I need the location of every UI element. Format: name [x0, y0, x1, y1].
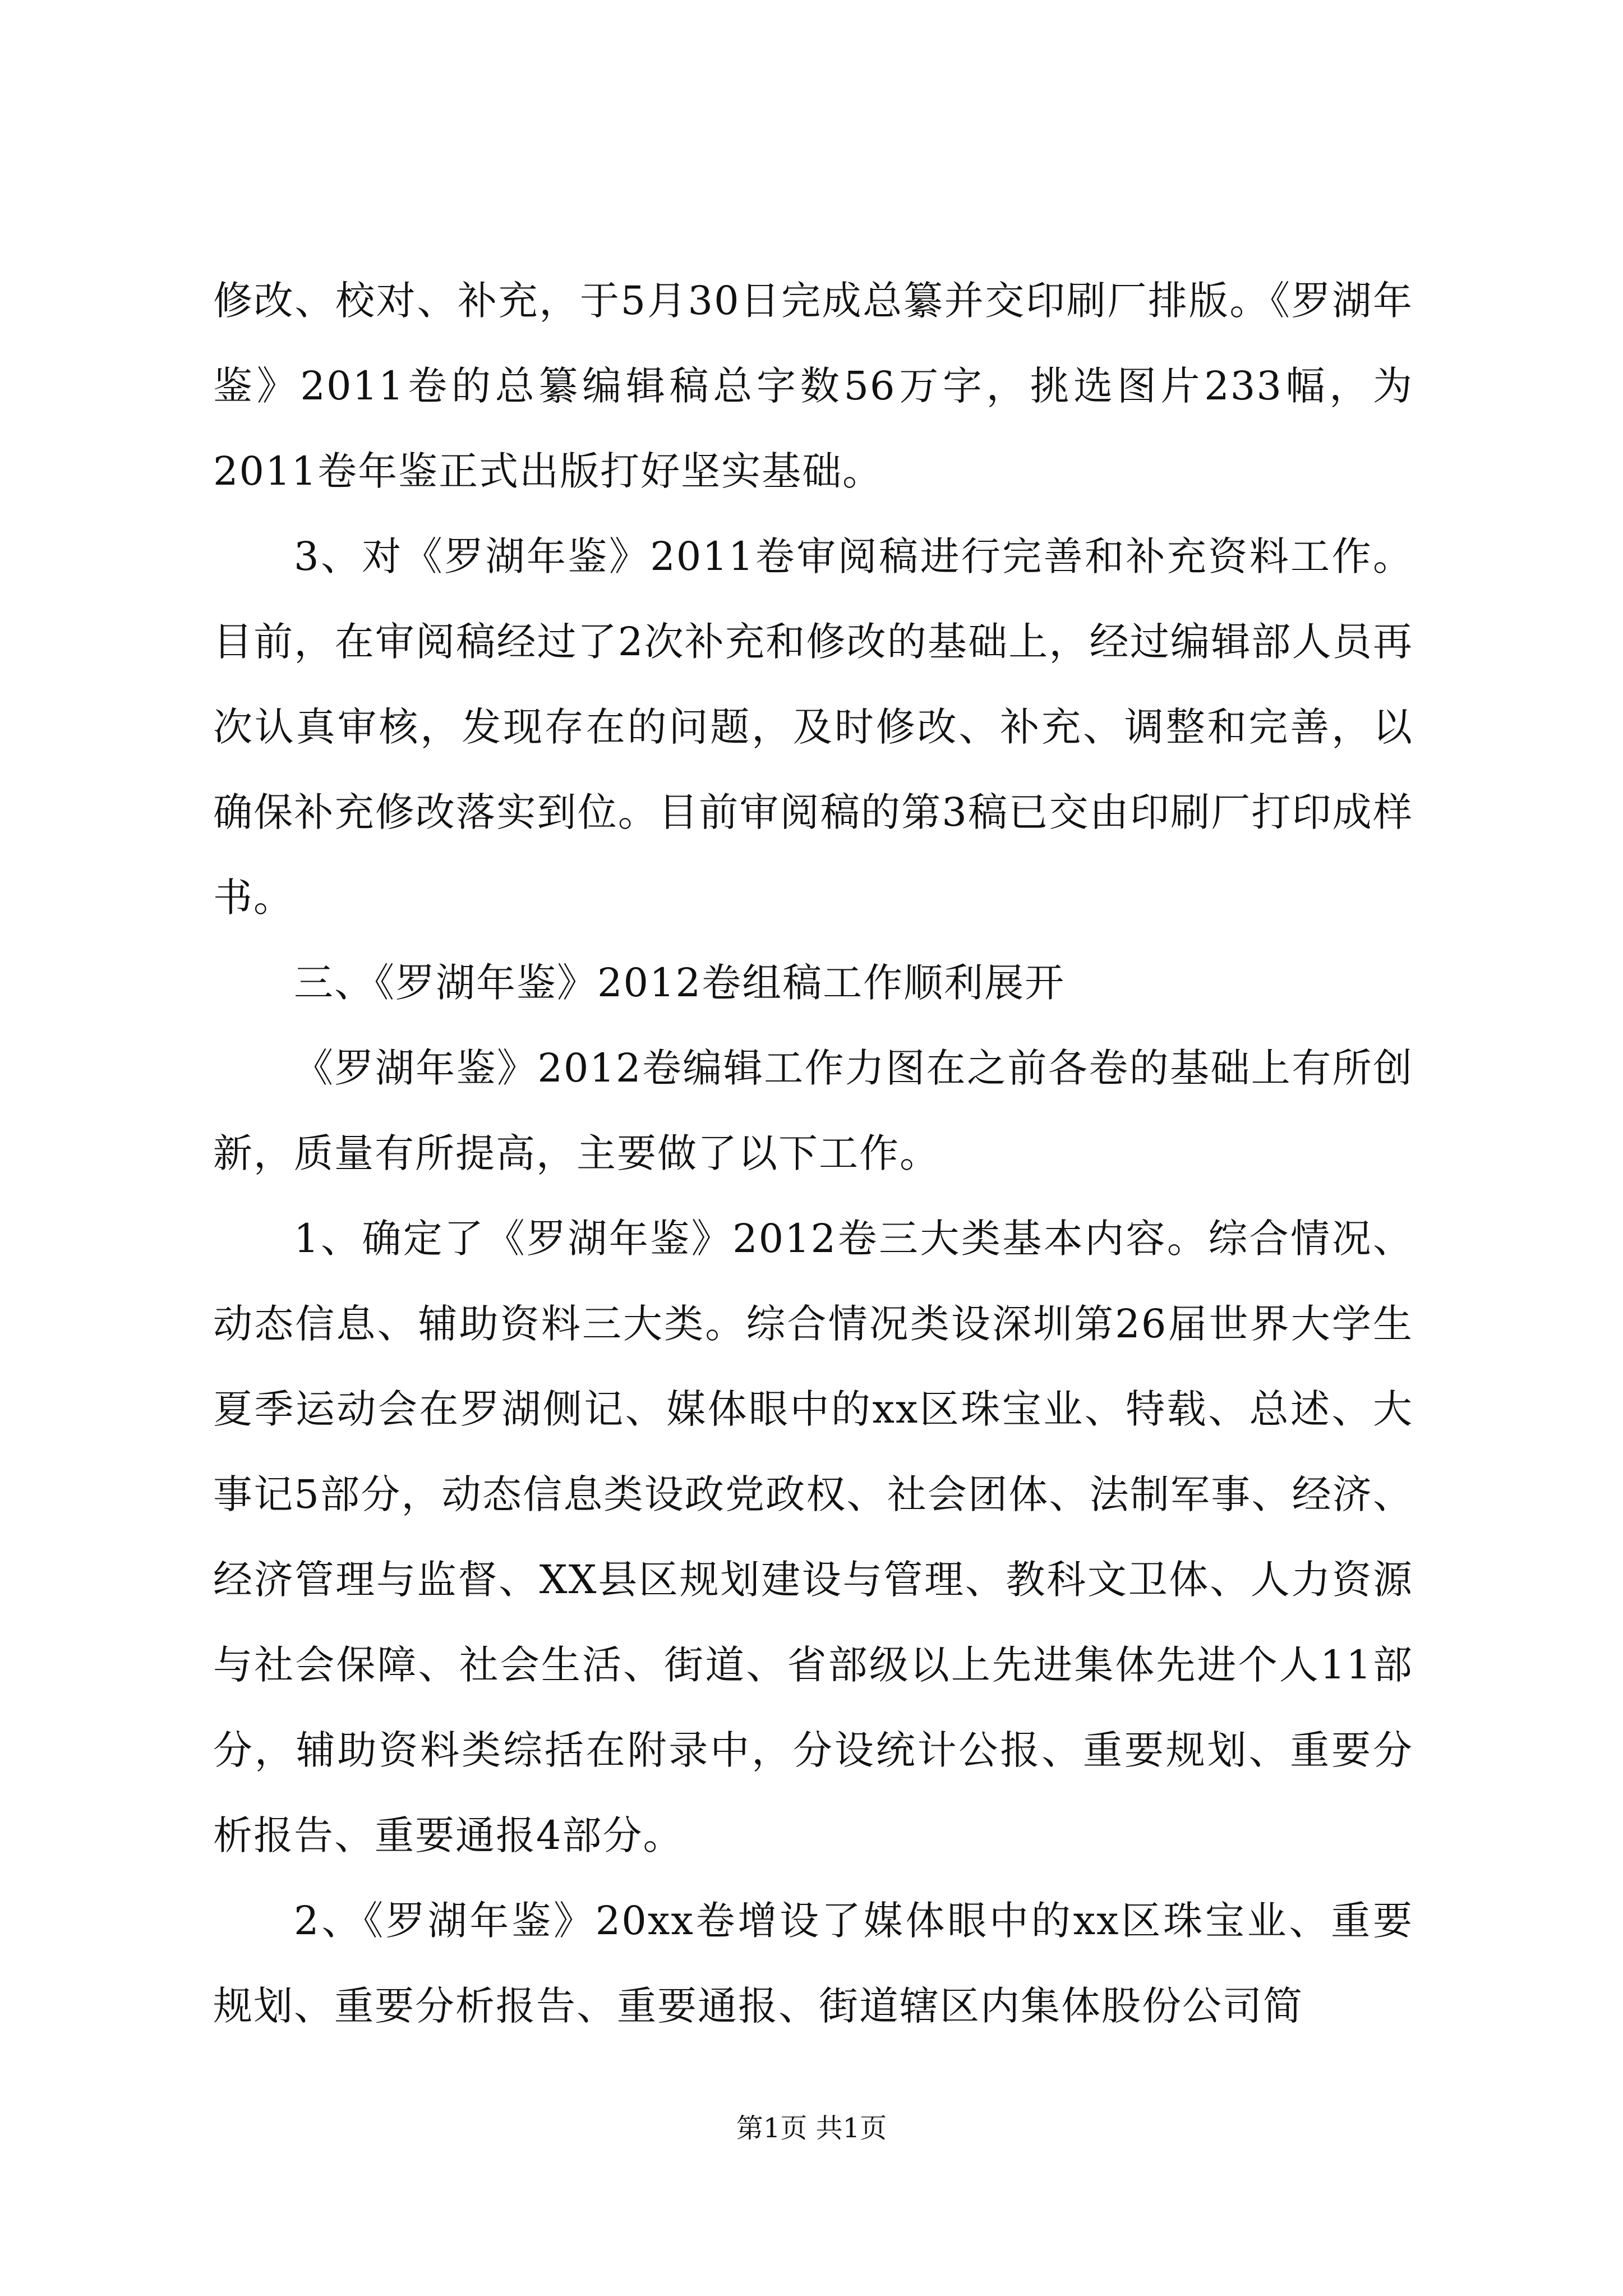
paragraph-item-1: 1、确定了《罗湖年鉴》2012卷三大类基本内容。综合情况、动态信息、辅助资料三大类。综合情况类设深圳第26届世界大学生夏季运动会在罗湖侧记、媒体眼中的xx区珠宝业、特载、总述、大事记5部分，动态信息类设政党政权、社会团体、法制军事、经济、经济管理与监督、XX县区规划建设与管理、教科文卫体、人力资源与社会保障、社会生活、街道、省部级以上先进集体先进个人11部分，辅助资料类综括在附录中，分设统计公报、重要规划、重要分析报告、重要通报4部分。: [213, 1216, 1413, 1858]
paragraph-item-2: 2、《罗湖年鉴》20xx卷增设了媒体眼中的xx区珠宝业、重要规划、重要分析报告、重要通报、街道辖区内集体股份公司简: [213, 1898, 1413, 2029]
paragraph-item-3: 3、对《罗湖年鉴》2011卷审阅稿进行完善和补充资料工作。目前，在审阅稿经过了2次补充和修改的基础上，经过编辑部人员再次认真审核，发现存在的问题，及时修改、补充、调整和完善，以确保补充修改落实到位。目前审阅稿的第3稿已交由印刷厂打印成样书。: [213, 533, 1413, 921]
document-body: [213, 258, 1413, 2049]
paragraph-continuation: 修改、校对、补充，于5月30日完成总纂并交印刷厂排版。《罗湖年鉴》2011卷的总纂编辑稿总字数56万字，挑选图片233幅，为2011卷年鉴正式出版打好坚实基础。: [213, 278, 1413, 494]
section-heading-3: 三、《罗湖年鉴》2012卷组稿工作顺利展开: [294, 960, 1066, 1006]
paragraph-intro: 《罗湖年鉴》2012卷编辑工作力图在之前各卷的基础上有所创新，质量有所提高，主要做了以下工作。: [213, 1045, 1413, 1176]
page-footer: 第1页 共1页: [736, 2113, 887, 2144]
